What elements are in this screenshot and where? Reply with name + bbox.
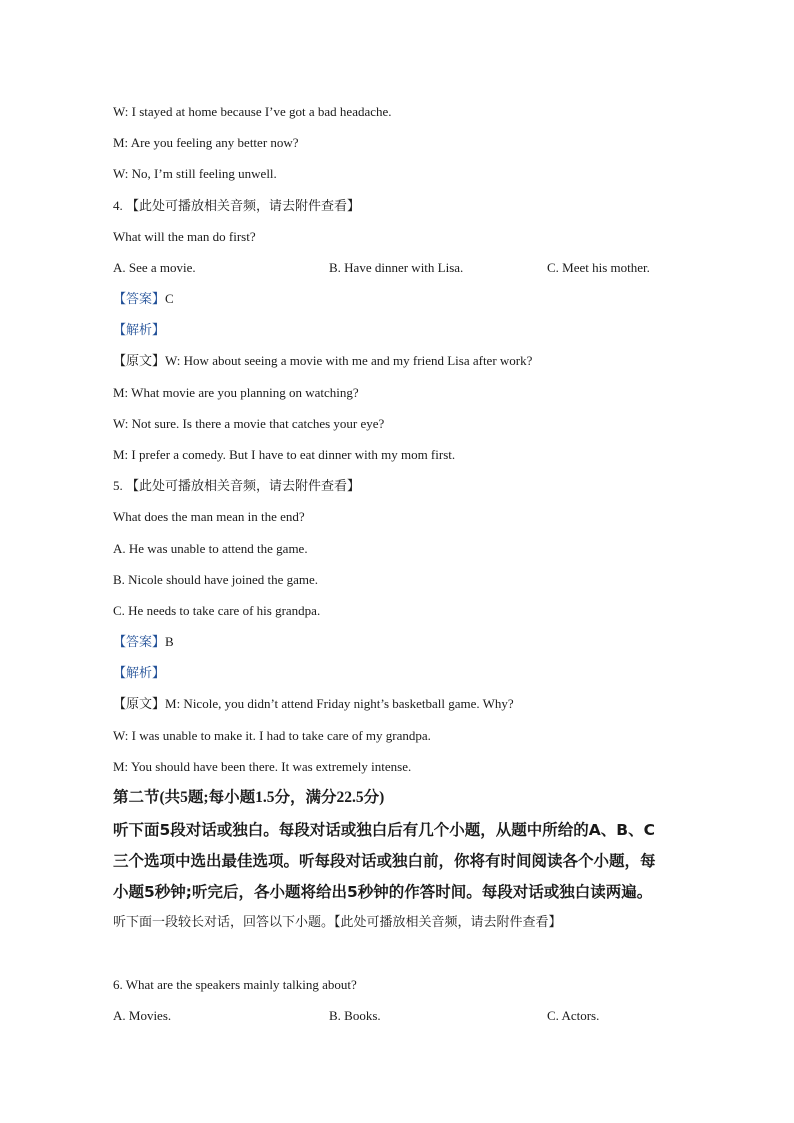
answer-value: C bbox=[165, 291, 174, 306]
transcript-line: M: I prefer a comedy. But I have to eat dinner with my mom first. bbox=[113, 447, 456, 462]
answer-tag: 【答案】 bbox=[113, 292, 166, 307]
option-c: C. Actors. bbox=[547, 1008, 600, 1023]
analysis-line bbox=[113, 665, 165, 682]
analysis-tag: 【解析】 bbox=[113, 323, 166, 338]
transcript-line: M: What movie are you planning on watching? bbox=[113, 385, 359, 400]
option-b: B. Have dinner with Lisa. bbox=[329, 260, 464, 275]
transcript-line: 【原文】M: Nicole, you didn’t attend Friday night’s basketball game. Why? bbox=[113, 696, 514, 712]
section-instructions: 听下面5段对话或独白。每段对话或独白后有几个小题，从题中所给的A、B、C bbox=[113, 821, 655, 839]
transcript-line: 【原文】W: How about seeing a movie with me and my friend Lisa after work? bbox=[113, 353, 533, 369]
answer-line bbox=[113, 291, 174, 308]
option-b: B. Books. bbox=[329, 1008, 381, 1023]
question-number: 5. bbox=[113, 478, 126, 493]
answer-value: B bbox=[165, 634, 174, 649]
audio-link[interactable]: 【此处可播放相关音频，请去附件查看】 bbox=[126, 479, 361, 494]
dialog-intro: 听下面一段较长对话，回答以下小题。【此处可播放相关音频，请去附件查看】 bbox=[113, 915, 562, 930]
transcript-line: M: Are you feeling any better now? bbox=[113, 135, 299, 150]
question-4-header bbox=[113, 198, 360, 215]
question-number: 4. bbox=[113, 198, 126, 213]
option-a: A. See a movie. bbox=[113, 260, 196, 275]
section-instructions: 小题5秒钟;听完后，各小题将给出5秒钟的作答时间。每段对话或独白读两遍。 bbox=[113, 883, 653, 901]
section-heading: 第二节(共5题;每小题1.5分，满分22.5分) bbox=[113, 789, 385, 806]
audio-link[interactable]: 【此处可播放相关音频，请去附件查看】 bbox=[126, 199, 361, 214]
question-4-text: What will the man do first? bbox=[113, 229, 256, 244]
section-instructions: 三个选项中选出最佳选项。听每段对话或独白前，你将有时间阅读各个小题，每 bbox=[113, 852, 656, 870]
question-6-text: 6. What are the speakers mainly talking about? bbox=[113, 977, 357, 992]
option-c: C. Meet his mother. bbox=[547, 260, 650, 275]
question-5-text: What does the man mean in the end? bbox=[113, 509, 305, 524]
option-a: A. He was unable to attend the game. bbox=[113, 541, 308, 556]
analysis-tag: 【解析】 bbox=[113, 666, 166, 681]
option-a: A. Movies. bbox=[113, 1008, 172, 1023]
analysis-line bbox=[113, 322, 165, 339]
option-b: B. Nicole should have joined the game. bbox=[113, 572, 319, 587]
transcript-line: W: I was unable to make it. I had to take care of my grandpa. bbox=[113, 728, 431, 743]
transcript-line: W: Not sure. Is there a movie that catches your eye? bbox=[113, 416, 385, 431]
original-text-tag: 【原文】 bbox=[113, 697, 166, 712]
answer-tag: 【答案】 bbox=[113, 635, 166, 650]
answer-line bbox=[113, 634, 174, 651]
question-5-header bbox=[113, 478, 360, 495]
transcript-line: W: No, I’m still feeling unwell. bbox=[113, 166, 277, 181]
original-text-tag: 【原文】 bbox=[113, 354, 166, 369]
transcript-line: M: You should have been there. It was extremely intense. bbox=[113, 759, 412, 774]
option-c: C. He needs to take care of his grandpa. bbox=[113, 603, 321, 618]
transcript-line: W: I stayed at home because I’ve got a bad headache. bbox=[113, 104, 392, 119]
